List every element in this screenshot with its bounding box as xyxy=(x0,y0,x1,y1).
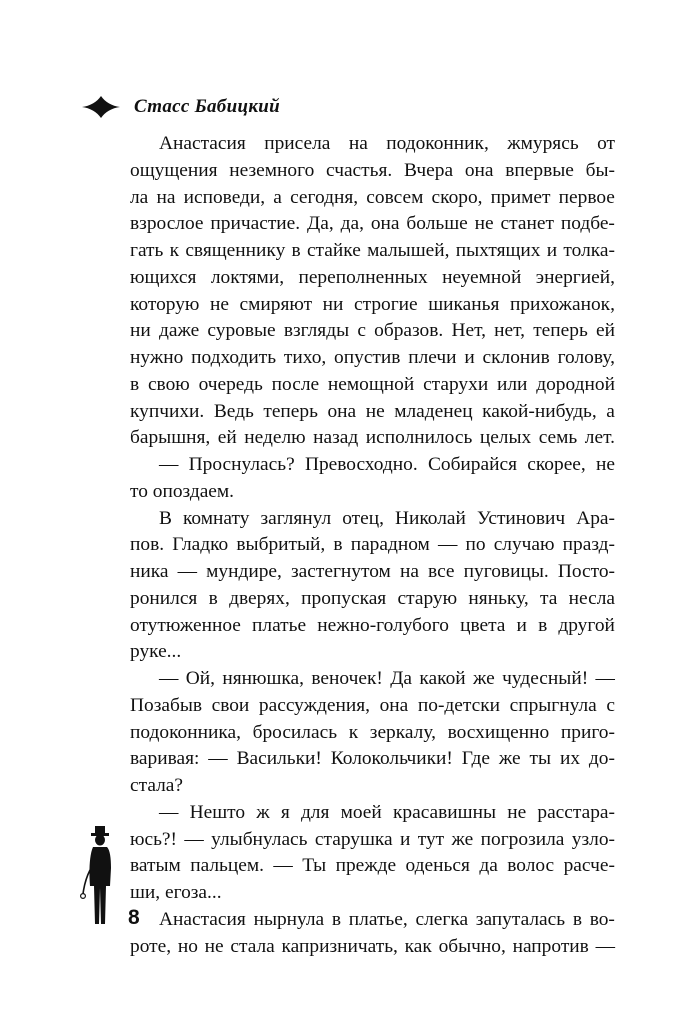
text-line: в свою очередь после немощной старухи или дородной xyxy=(130,373,615,395)
text-line: юсь?! — улыбнулась старушка и тут же погрозила узло- xyxy=(130,828,615,850)
text-line: барышня, ей неделю назад исполнилось целых семь лет. xyxy=(130,427,615,449)
text-line: нужно подходить тихо, опустив плечи и склонив голову, xyxy=(130,347,615,368)
text-line: купчихи. Ведь теперь она не младенец какой-нибудь, а xyxy=(130,400,615,422)
text-line: роте, но не стала капризничать, как обычно, напротив — xyxy=(130,935,615,957)
text-line: пов. Гладко выбритый, в парадном — по случаю празд- xyxy=(130,534,615,556)
text-line: варивая: — Васильки! Колокольчики! Где же ты их до- xyxy=(130,748,615,770)
page-number: 8 xyxy=(128,906,140,929)
body-text xyxy=(130,131,615,960)
text-line: — Проснулась? Превосходно. Собирайся скорее, не xyxy=(159,454,615,475)
diamond-ornament-icon xyxy=(82,96,120,118)
text-line: которую не смиряют ни строгие шиканья прихожанок, xyxy=(130,293,615,315)
text-line: ронился в дверях, пропуская старую няньку, та несла xyxy=(130,587,615,609)
text-line: то опоздаем. xyxy=(130,480,235,502)
text-line: взрослое причастие. Да, да, она больше не станет подбе- xyxy=(130,213,615,235)
text-line: Анастасия нырнула в платье, слегка запуталась в во- xyxy=(159,908,615,930)
text-line: ши, егоза... xyxy=(130,882,222,903)
text-line: руке... xyxy=(130,641,182,663)
running-header xyxy=(82,92,280,122)
text-line: Анастасия присела на подоконник, жмурясь от xyxy=(159,133,615,154)
text-line: ла на исповеди, а сегодня, совсем скоро, примет первое xyxy=(130,186,615,208)
text-line: Позабыв свои рассуждения, она по-детски спрыгнула с xyxy=(130,694,615,716)
author-name: Стасс Бабицкий xyxy=(134,96,280,117)
text-line: ощущения неземного счастья. Вчера она впервые бы- xyxy=(130,159,615,181)
text-line: ни даже суровые взгляды с образов. Нет, нет, теперь ей xyxy=(130,320,615,342)
gentleman-silhouette-icon xyxy=(80,826,120,926)
text-line: подоконника, бросилась к зеркалу, восхищенно приго- xyxy=(130,721,615,743)
text-line: — Ой, нянюшка, веночек! Да какой же чудесный! — xyxy=(159,668,615,689)
text-line: — Нешто ж я для моей красавишны не расстара- xyxy=(159,801,615,823)
text-line: ющихся локтями, переполненных неуемной энергией, xyxy=(130,266,615,288)
text-line: отутюженное платье нежно-голубого цвета и в другой xyxy=(130,614,615,636)
text-line: В комнату заглянул отец, Николай Устинович Ара- xyxy=(159,507,615,529)
text-line: стала? xyxy=(130,775,183,796)
text-line: гать к священнику в стайке малышей, пыхтящих и толка- xyxy=(130,240,615,261)
text-line: ника — мундире, застегнутом на все пуговицы. Посто- xyxy=(130,561,615,582)
text-line: ватым пальцем. — Ты прежде оденься да волос расче- xyxy=(130,855,615,877)
